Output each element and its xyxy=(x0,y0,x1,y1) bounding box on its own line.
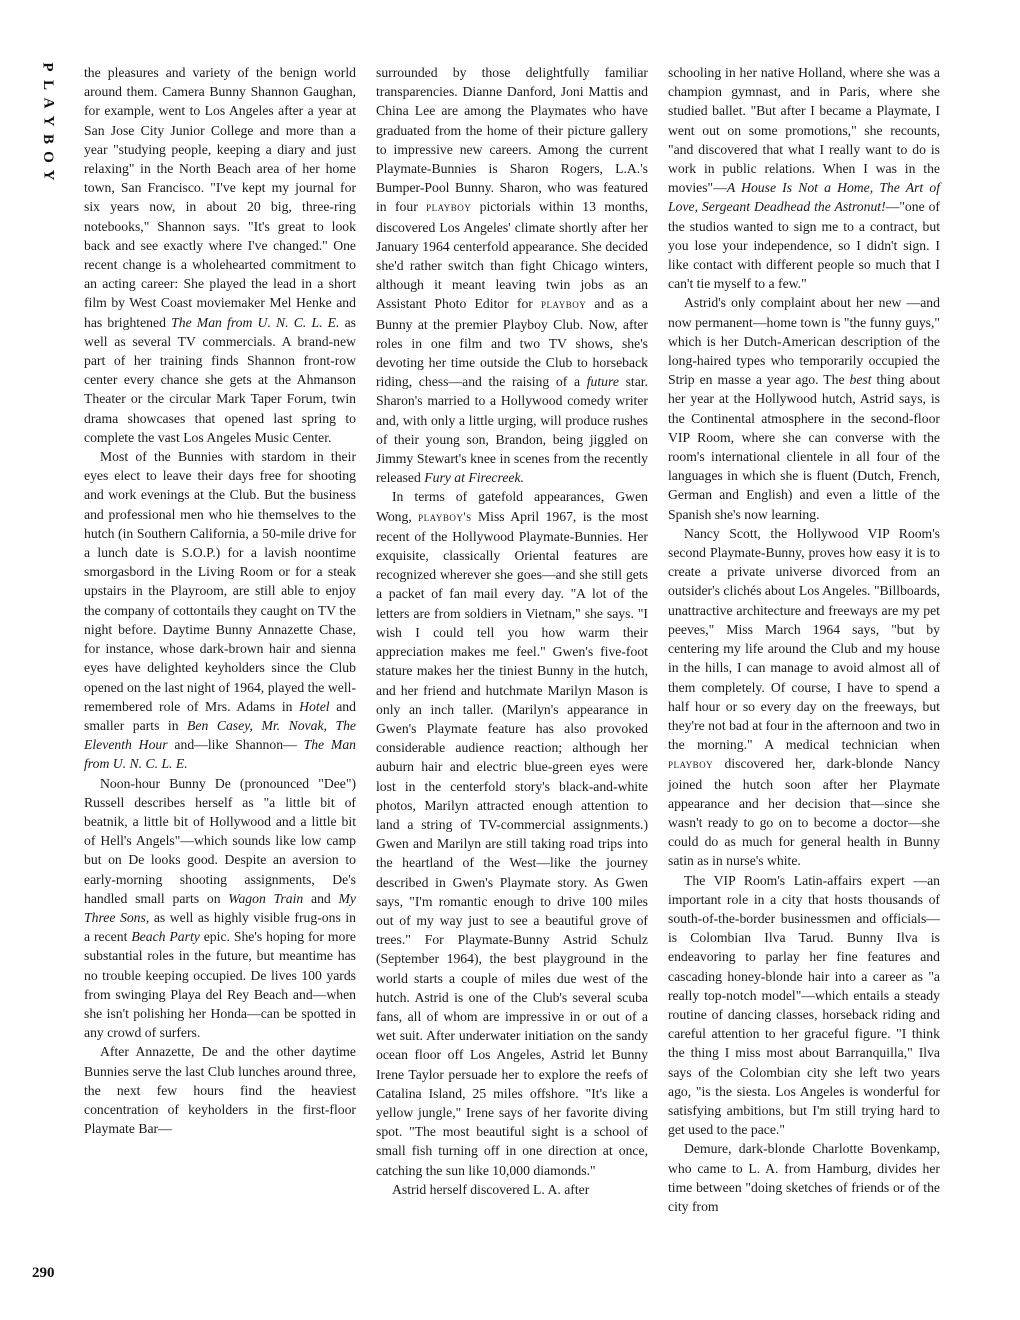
running-head-letter: Y xyxy=(40,115,56,127)
paragraph: Astrid's only complaint about her new —and now permanent—home town is "the funny guys," which is her Dutch-American description of the long-haired types who temporarily occupied the Strip en masse a year ago. The best thing about her year at the Hollywood hutch, Astrid says, is the Continental atmosphere in the second-floor VIP Room, where she can converse with the room's international clientele in all four of the languages in which she is fluent (Dutch, French, German and English) and even a little of the Spanish she's now learning. xyxy=(668,295,940,522)
running-head-letter: O xyxy=(39,151,56,163)
running-head-letter: P xyxy=(39,62,56,72)
text-column-3 xyxy=(668,63,940,1216)
paragraph: Most of the Bunnies with stardom in their eyes elect to leave their days free for shooting and work evenings at the Club. But the business and professional men who hie themselves to the hutch (in Southern California, a 50-mile drive for a lunch date is S.O.P.) for a lavish noontime smorgasbord in the Living Room or for a steak upstairs in the Playroom, are still able to enjoy the company of cottontails they caught on TV the night before. Daytime Bunny Annazette Chase, for instance, whose dark-brown hair and sienna eyes have delighted keyholders since the Club opened on the last night of 1964, played the well-remembered role of Mrs. Adams in Hotel and smaller parts in Ben Casey, Mr. Novak, The Eleventh Hour and—like Shannon— The Man from U. N. C. L. E. xyxy=(84,449,357,772)
running-head-letter: B xyxy=(39,133,56,145)
running-head-letter: Y xyxy=(40,169,56,181)
paragraph: Noon-hour Bunny De (pronounced "Dee") Russell describes herself as "a little bit of beatnik, a little bit of Hollywood and a little bit of Hell's Angels"—which sounds like low camp but on De looks good. Despite an aversion to early-morning shooting assignments, De's handled small parts on Wagon Train and My Three Sons, as well as highly visible frug-ons in a recent Beach Party epic. She's hoping for more substantial roles in the future, but meantime has no trouble keeping occupied. De lives 100 yards from swinging Playa del Rey Beach and—when she isn't polishing her Honda—can be spotted in any crowd of surfers. xyxy=(84,775,357,1041)
running-head-letter: L xyxy=(39,79,56,91)
running-head xyxy=(30,58,66,184)
paragraph: After Annazette, De and the other daytime Bunnies serve the last Club lunches around three, the next few hours find the heaviest concentration of keyholders in the first-floor Playmate Bar— xyxy=(84,1044,356,1137)
paragraph: Astrid herself discovered L. A. after xyxy=(392,1181,590,1197)
paragraph: The VIP Room's Latin-affairs expert —an important role in a city that hosts thousands of south-of-the-border businessmen and officials—is Colombian Ilva Tarud. Bunny Ilva is endeavoring to parlay her fine features and cascading honey-blonde hair into a career as "a really top-notch model"—which entails a steady routine of dancing classes, horseback riding and careful attention to her graceful figure. "I think the thing I miss most about Barranquilla," Ilva says of the Colombian city she left two years ago, "is the siesta. Los Angeles is wonderful for satisfying ambitions, but I'm still trying hard to get used to the pace." xyxy=(668,872,940,1138)
paragraph: Nancy Scott, the Hollywood VIP Room's second Playmate-Bunny, proves how easy it is to create a private universe divorced from an outsider's clichés about Los Angeles. "Billboards, unattractive architecture and freeways are my pet peeves," Miss March 1964 says, "but by centering my life around the Club and my house in the hills, I can manage to avoid almost all of them completely. Of course, I have to spend a half hour or so every day on the freeways, but they're not bad at four in the afternoon and two in the morning." A medical technician when playboy discovered her, dark-blonde Nancy joined the hutch soon after her Playmate appearance and her decision that—since she wasn't ready to go on to become a doctor—she could do as much for general health in Bunny satin as in nurse's white. xyxy=(668,525,940,869)
paragraph: surrounded by those delightfully familiar transparencies. Dianne Danford, Joni Mattis and China Lee are among the Playmates who have graduated from the home of their picture gallery to impressive new careers. Among the current Playmate-Bunnies is Sharon Rogers, L.A.'s Bumper-Pool Bunny. Sharon, who was featured in four playboy pictorials within 13 months, discovered Los Angeles' climate shortly after her January 1964 centerfold appearance. She decided she'd rather switch than fight Chicago winters, although it meant leaving twin jobs as an Assistant Photo Editor for playboy and as a Bunny at the premier Playboy Club. Now, after roles in one film and two TV shows, she's devoting her time outside the Club to horseback riding, chess—and the raising of a future star. Sharon's married to a Hollywood comedy writer and, with only a little urging, will produce rushes of their young son, Brandon, being jiggled on Jimmy Stewart's knee in scenes from the recently released Fury at Firecreek. xyxy=(376,65,648,486)
paragraph: schooling in her native Holland, where she was a champion gymnast, and in Paris, where she studied ballet. "But after I became a Playmate, I went out on some promotions," she recounts, "and discovered that what I really want to do is work in public relations. When I was in the movies"—A House Is Not a Home, The Art of Love, Sergeant Deadhead the Astronut!—"one of the studios wanted to sign me to a contract, but you lose your independence, so I didn't sign. I like contact with different people so much that I can't tie myself to a few." xyxy=(668,65,940,292)
paragraph: Demure, dark-blonde Charlotte Bovenkamp, who came to L. A. from Hamburg, divides her time between "doing sketches of friends or of the city from xyxy=(668,1141,940,1214)
page-number: 290 xyxy=(32,1265,55,1281)
running-head-letter: A xyxy=(40,97,56,109)
paragraph: In terms of gatefold appearances, Gwen Wong, playboy's Miss April 1967, is the most recent of the Hollywood Playmate-Bunnies. Her exquisite, classically Oriental features are recognized wherever she goes—and she still gets a packet of fan mail every day. "A lot of the letters are from soldiers in Vietnam," she says. "I wish I could tell you how warm their appreciation makes me feel." Gwen's five-foot stature makes her the tiniest Bunny in the hutch, and her friend and hutchmate Marilyn Mason is only an inch taller. (Marilyn's appearance in Gwen's Playmate feature has also provoked considerable audience reaction; although her auburn hair and electric blue-green eyes were lost in the centerfold story's black-and-white photos, Marilyn attracted enough attention to land a string of TV-commercial assignments.) Gwen and Marilyn are still taking road trips into the heartland of the West—like the journey described in Gwen's Playmate story. As Gwen says, "I'm romantic enough to drive 100 miles out of my way just to see a beautiful grove of trees." For Playmate-Bunny Astrid Schulz (September 1964), the best playground in the world starts a couple of miles due west of the hutch. Astrid is one of the Club's several scuba fans, all of whom are impressive in or out of a wet suit. After underwater initiation on the sandy ocean floor off Los Angeles, Astrid let Bunny Irene Taylor persuade her to explore the reefs of Catalina Island, 25 miles offshore. "It's like a yellow jungle," Irene says of her favorite diving spot. "The most beautiful sight is a school of small fish turning off in one direction at once, catching the sun like 10,000 diamonds." xyxy=(376,489,648,1178)
text-column-1 xyxy=(84,63,356,1138)
text-column-2 xyxy=(376,63,648,1199)
paragraph: the pleasures and variety of the benign world around them. Camera Bunny Shannon Gaughan, for example, went to Los Angeles after a year at San Jose City Junior College and more than a year "studying people, keeping a diary and just relaxing" in the North Beach area of her home town, San Francisco. "I've kept my journal for six years now, in about 20 big, three-ring notebooks," Shannon says. "It's great to look back and see exactly where I've changed." One recent change is a wholehearted commitment to an acting career: She played the lead in a short film by West Coast moviemaker Mel Henke and has brightened The Man from U. N. C. L. E. as well as several TV commercials. A brand-new part of her training finds Shannon front-row center every chance she gets at the Ahmanson Theater or the circular Mark Taper Forum, twin drama showcases that opened last spring to complete the vast Los Angeles Music Center. xyxy=(84,65,357,445)
